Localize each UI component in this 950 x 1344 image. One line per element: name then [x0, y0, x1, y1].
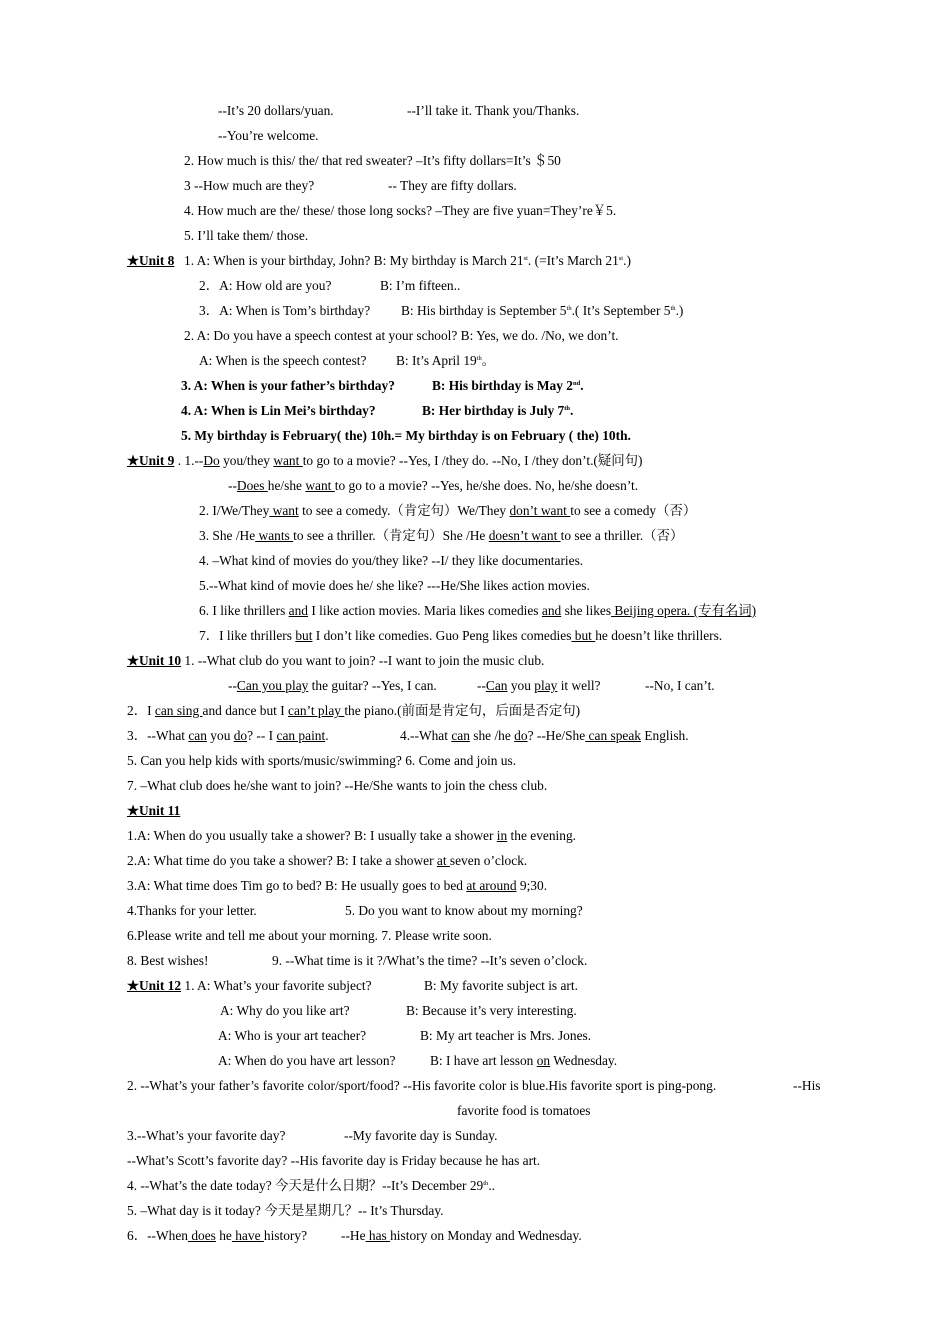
text-line: 3．--What can you do? -- I can paint. 4.--What can she /he do? --He/She can speak English.	[127, 728, 689, 743]
text-line: 8. Best wishes! 9. --What time is it ?/What’s the time? --It’s seven o’clock.	[127, 953, 588, 968]
text-line: --Does he/she want to go to a movie? --Yes, he/she does. No, he/she doesn’t.	[228, 478, 639, 493]
text-line: 6．--When does he have history? --He has history on Monday and Wednesday.	[127, 1228, 582, 1243]
text-line: 3．A: When is Tom’s birthday? B: His birthday is September 5th.( It’s September 5th.)	[199, 303, 684, 318]
text-line: A: When is the speech contest? B: It’s April 19th。	[199, 353, 496, 368]
text-line: 4. A: When is Lin Mei’s birthday? B: Her birthday is July 7th.	[181, 403, 574, 418]
text-line: 4. --What’s the date today? 今天是什么日期？--It’s December 29th..	[127, 1178, 496, 1193]
unit-heading: ★Unit 8	[127, 253, 175, 268]
text-line: 6.Please write and tell me about your morning. 7. Please write soon.	[127, 928, 492, 943]
text-line: 3.--What’s your favorite day? --My favorite day is Sunday.	[127, 1128, 498, 1143]
text-line: 1.A: When do you usually take a shower? B: I usually take a shower in the evening.	[127, 828, 576, 843]
text-line: ★Unit 9 . 1.--Do you/they want to go to a movie? --Yes, I /they do. --No, I /they don’t.(疑问句)	[127, 453, 643, 468]
text-line: 2. I/We/They want to see a comedy.（肯定句）We/They don’t want to see a comedy（否）	[199, 503, 697, 518]
text-line	[0, 799, 950, 823]
text-line: 4. –What kind of movies do you/they like? --I/ they like documentaries.	[199, 553, 584, 568]
text-line: 3. A: When is your father’s birthday? B: His birthday is May 2nd.	[181, 378, 584, 393]
text-line: 5. I’ll take them/ those.	[184, 228, 309, 243]
text-line: ★Unit 8 1. A: When is your birthday, John? B: My birthday is March 21st. (=It’s March 21st.)	[0, 249, 950, 273]
text-line: A: Why do you like art? B: Because it’s very interesting.	[220, 1003, 577, 1018]
text-line: 2. How much is this/ the/ that red sweater? –It’s fifty dollars=It’s ＄50	[184, 153, 561, 168]
text-line: 2.A: What time do you take a shower? B: I take a shower at seven o’clock.	[127, 853, 528, 868]
text-line: 4.Thanks for your letter. 5. Do you want to know about my morning?	[127, 903, 583, 918]
text-line: 3 --How much are they? -- They are fifty dollars.	[184, 178, 517, 193]
text-line: 7. –What club does he/she want to join? --He/She wants to join the chess club.	[127, 778, 548, 793]
unit-heading: ★Unit 12	[127, 978, 182, 993]
text-line: 5.--What kind of movie does he/ she like? ---He/She likes action movies.	[199, 578, 590, 593]
text-line: ★Unit 10 1. --What club do you want to join? --I want to join the music club.	[127, 653, 545, 668]
text-line: 2. A: Do you have a speech contest at your school? B: Yes, we do. /No, we don’t.	[184, 328, 619, 343]
text-line: 3. She /He wants to see a thriller.（肯定句）She /He doesn’t want to see a thriller.（否）	[199, 528, 684, 543]
text-line: A: Who is your art teacher? B: My art teacher is Mrs. Jones.	[218, 1028, 592, 1043]
unit-heading: ★Unit 9	[127, 453, 175, 468]
text-line: 4. How much are the/ these/ those long socks? –They are five yuan=They’re￥5.	[184, 203, 617, 218]
text-line: 2．I can sing and dance but I can’t play the piano.(前面是肯定句，后面是否定句)	[127, 703, 581, 718]
text-line: ★Unit 12 1. A: What’s your favorite subject? B: My favorite subject is art.	[127, 978, 578, 993]
unit-heading: ★Unit 11	[127, 803, 181, 818]
text-line: --What’s Scott’s favorite day? --His favorite day is Friday because he has art.	[127, 1153, 541, 1168]
text-line: 5. My birthday is February( the) 10h.= My birthday is on February ( the) 10th.	[181, 428, 631, 443]
text-line: --It’s 20 dollars/yuan. --I’ll take it. Thank you/Thanks.	[218, 103, 580, 118]
unit-heading: ★Unit 10	[127, 653, 182, 668]
text-line: 5. –What day is it today? 今天是星期几？-- It’s Thursday.	[127, 1203, 444, 1218]
text-line: 3.A: What time does Tim go to bed? B: He usually goes to bed at around 9;30.	[127, 878, 548, 893]
text-line: --You’re welcome.	[218, 128, 319, 143]
text-line: 7．I like thrillers but I don’t like comedies. Guo Peng likes comedies but he doesn’t like thrillers.	[199, 628, 723, 643]
text-line: 2. --What’s your father’s favorite color/sport/food? --His favorite color is blue.His favorite sport is ping-pong. --His	[127, 1078, 821, 1093]
text-line: 6. I like thrillers and I like action movies. Maria likes comedies and she likes Beijing opera. (专有名词)	[199, 603, 757, 618]
text-line: A: When do you have art lesson? B: I have art lesson on Wednesday.	[218, 1053, 618, 1068]
text-line: 5. Can you help kids with sports/music/swimming? 6. Come and join us.	[127, 753, 517, 768]
text-line: favorite food is tomatoes	[457, 1103, 591, 1118]
text-line: 2．A: How old are you? B: I’m fifteen..	[199, 278, 461, 293]
text-line: --Can you play the guitar? --Yes, I can. --Can you play it well? --No, I can’t.	[228, 678, 715, 693]
